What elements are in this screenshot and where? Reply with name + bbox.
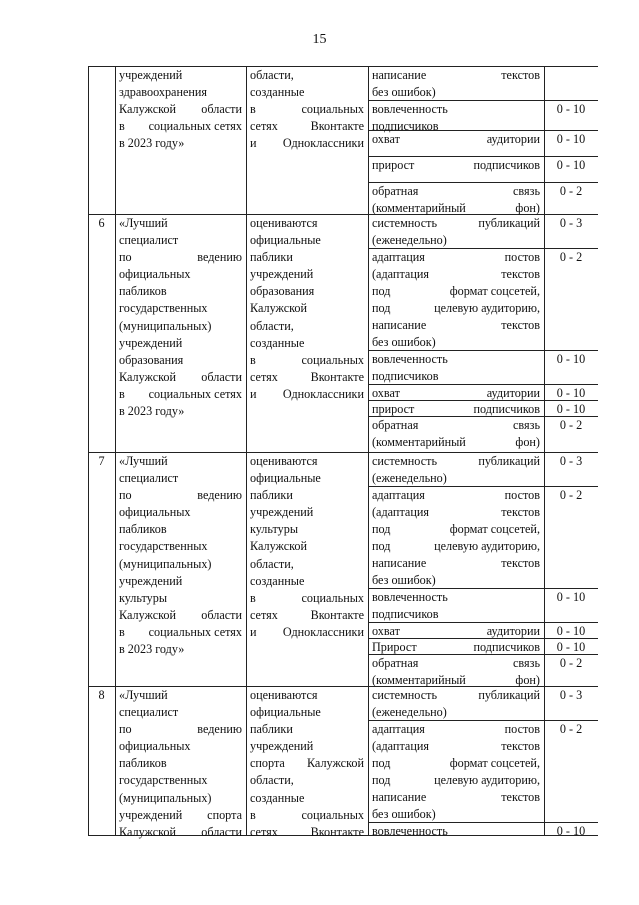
- text-line: оцениваются: [250, 688, 318, 702]
- text-line: учреждений: [119, 68, 183, 82]
- text-line: образования: [119, 352, 184, 367]
- text-word: текстов: [501, 556, 540, 571]
- text-word: целевую аудиторию,: [434, 539, 540, 554]
- text-line: культуры: [119, 590, 168, 605]
- criterion-text: [372, 687, 540, 721]
- text-word: прирост: [372, 158, 415, 172]
- text-line: специалист: [119, 705, 179, 720]
- text-line: [372, 789, 540, 806]
- text-line: Калужской: [250, 301, 308, 316]
- text-word: текстов: [501, 790, 540, 805]
- text-word: постов: [504, 250, 540, 264]
- text-line: [250, 118, 364, 135]
- criterion-score: 0 - 2: [559, 722, 583, 736]
- text-word: (адаптация: [372, 505, 429, 520]
- text-line: без ошибок): [372, 335, 436, 350]
- criterion-text: [372, 401, 540, 418]
- text-word: постов: [504, 488, 540, 502]
- text-word: под: [372, 301, 391, 316]
- text-line: созданные: [250, 790, 305, 805]
- text-line: специалист: [119, 233, 179, 248]
- text-word: под: [372, 522, 391, 537]
- criterion-score: 0 - 10: [556, 824, 586, 838]
- text-line: [250, 590, 364, 607]
- criterion-score: 0 - 2: [559, 250, 583, 264]
- text-word: в: [250, 590, 256, 605]
- criterion-score: 0 - 10: [556, 158, 586, 172]
- text-word: сетях: [250, 607, 278, 622]
- text-word: области: [201, 607, 242, 622]
- text-line: [119, 487, 242, 504]
- nomination-name: [119, 215, 242, 420]
- text-word: адаптация: [372, 722, 425, 736]
- text-line: [119, 807, 242, 824]
- text-word: текстов: [501, 318, 540, 333]
- text-word: социальных: [301, 102, 364, 117]
- text-word: под: [372, 773, 391, 788]
- text-line: [372, 417, 540, 434]
- text-line: в 2023 году»: [119, 136, 185, 151]
- criterion-text: [372, 249, 540, 352]
- text-line: [372, 721, 540, 738]
- nomination-name: [119, 453, 242, 658]
- text-word: охват: [372, 624, 400, 638]
- nomination-description: [250, 215, 364, 403]
- text-line: [372, 249, 540, 266]
- text-word: адаптация: [372, 488, 425, 502]
- text-line: учреждений: [250, 267, 314, 282]
- criterion-text: [372, 417, 540, 451]
- text-word: обратная: [372, 656, 419, 670]
- text-word: формат соцсетей,: [449, 756, 540, 771]
- criteria-table: [88, 66, 598, 839]
- row-number: 7: [98, 454, 105, 468]
- text-word: в: [119, 624, 125, 639]
- text-word: по: [119, 488, 132, 503]
- text-word: формат соцсетей,: [449, 522, 540, 537]
- criterion-text: [372, 131, 540, 148]
- text-word: текстов: [501, 505, 540, 520]
- text-word: (адаптация: [372, 267, 429, 282]
- text-line: [372, 453, 540, 470]
- text-word: текстов: [501, 68, 540, 82]
- text-word: адаптация: [372, 250, 425, 264]
- text-line: официальных: [119, 505, 191, 520]
- text-word: по: [119, 722, 132, 737]
- text-line: паблики: [250, 250, 293, 265]
- text-word: написание: [372, 68, 427, 82]
- text-word: социальных: [301, 352, 364, 367]
- text-line: (еженедельно): [372, 233, 447, 248]
- text-word: обратная: [372, 418, 419, 432]
- text-line: пабликов: [119, 756, 167, 771]
- nomination-description: [250, 67, 364, 152]
- text-line: здравоохранения: [119, 85, 208, 100]
- text-line: [372, 755, 540, 772]
- text-word: ведению: [197, 250, 242, 265]
- text-line: «Лучший: [119, 688, 168, 702]
- criterion-score: 0 - 3: [559, 688, 583, 702]
- text-line: области,: [250, 68, 294, 82]
- text-word: (комментарийный: [372, 435, 466, 450]
- text-line: в 2023 году»: [119, 404, 185, 419]
- text-word: Одноклассники: [282, 386, 364, 401]
- criterion-score: 0 - 2: [559, 488, 583, 502]
- text-word: написание: [372, 556, 427, 571]
- text-word: спорта: [250, 756, 285, 771]
- text-word: публикаций: [478, 216, 540, 230]
- text-word: формат соцсетей,: [449, 284, 540, 299]
- criterion-text: [372, 453, 540, 487]
- text-line: [250, 135, 364, 152]
- text-line: [250, 369, 364, 386]
- text-line: [119, 369, 242, 386]
- text-line: учреждений: [119, 335, 183, 350]
- text-word: по: [119, 250, 132, 265]
- criterion-score: 0 - 2: [559, 184, 583, 198]
- text-line: официальных: [119, 739, 191, 754]
- text-word: Вконтакте: [310, 119, 364, 134]
- nomination-name: [119, 687, 242, 841]
- criterion-text: [372, 67, 540, 101]
- text-line: [119, 386, 242, 403]
- text-line: [119, 101, 242, 118]
- text-word: подписчиков: [473, 640, 540, 654]
- text-word: (комментарийный: [372, 673, 466, 688]
- text-word: социальных сетях: [148, 624, 242, 639]
- criterion-score: 0 - 3: [559, 216, 583, 230]
- text-line: области,: [250, 556, 294, 571]
- text-word: написание: [372, 790, 427, 805]
- text-line: [372, 157, 540, 174]
- text-line: [372, 487, 540, 504]
- text-word: постов: [504, 722, 540, 736]
- text-line: [372, 215, 540, 232]
- criterion-score: 0 - 10: [556, 386, 586, 400]
- criterion-score: 0 - 10: [556, 132, 586, 146]
- text-line: без ошибок): [372, 573, 436, 588]
- text-line: государственных: [119, 539, 208, 554]
- text-word: социальных: [301, 590, 364, 605]
- text-word: ведению: [197, 488, 242, 503]
- text-word: публикаций: [478, 688, 540, 702]
- text-word: сетях: [250, 119, 278, 134]
- text-word: Вконтакте: [310, 824, 364, 839]
- text-line: вовлеченность: [372, 102, 448, 116]
- text-line: [250, 824, 364, 841]
- text-word: области: [201, 824, 242, 839]
- text-word: прирост: [372, 402, 415, 416]
- text-line: [372, 385, 540, 402]
- text-word: аудитории: [486, 386, 540, 400]
- text-line: [250, 386, 364, 403]
- text-word: связь: [513, 184, 540, 198]
- text-line: [372, 67, 540, 84]
- text-line: оцениваются: [250, 216, 318, 230]
- text-word: Калужской: [119, 824, 177, 839]
- text-line: специалист: [119, 471, 179, 486]
- text-word: Калужской: [119, 607, 177, 622]
- text-word: ведению: [197, 722, 242, 737]
- text-line: учреждений: [250, 739, 314, 754]
- text-word: аудитории: [486, 624, 540, 638]
- text-line: подписчиков: [372, 119, 439, 134]
- criterion-text: [372, 823, 540, 840]
- text-word: и: [250, 136, 257, 151]
- page-number: 15: [312, 32, 327, 47]
- text-word: публикаций: [478, 454, 540, 468]
- row-number: 8: [98, 688, 105, 702]
- text-word: (адаптация: [372, 739, 429, 754]
- text-word: аудитории: [486, 132, 540, 146]
- text-line: официальные: [250, 705, 321, 720]
- text-word: Вконтакте: [310, 369, 364, 384]
- text-word: связь: [513, 656, 540, 670]
- text-word: системность: [372, 688, 438, 702]
- criterion-text: [372, 623, 540, 640]
- text-word: Одноклассники: [282, 136, 364, 151]
- text-line: [119, 824, 242, 841]
- text-word: связь: [513, 418, 540, 432]
- text-line: [372, 738, 540, 755]
- text-word: текстов: [501, 267, 540, 282]
- text-line: пабликов: [119, 522, 167, 537]
- text-word: Одноклассники: [282, 624, 364, 639]
- text-word: целевую аудиторию,: [434, 301, 540, 316]
- text-line: государственных: [119, 301, 208, 316]
- text-word: текстов: [501, 739, 540, 754]
- text-line: (еженедельно): [372, 705, 447, 720]
- text-word: Прирост: [372, 640, 417, 654]
- text-line: [372, 538, 540, 555]
- text-line: [119, 118, 242, 135]
- text-line: подписчиков: [372, 607, 439, 622]
- text-word: Калужской: [119, 102, 177, 117]
- text-word: охват: [372, 386, 400, 400]
- text-line: [250, 101, 364, 118]
- nomination-description: [250, 453, 364, 641]
- text-line: образования: [250, 284, 315, 299]
- text-line: [372, 317, 540, 334]
- criterion-score: 0 - 10: [556, 590, 586, 604]
- text-word: сетях: [250, 824, 278, 839]
- criterion-text: [372, 183, 540, 217]
- text-line: [372, 623, 540, 640]
- text-line: вовлеченность: [372, 352, 448, 366]
- text-word: социальных: [301, 807, 364, 822]
- text-line: (муниципальных): [119, 318, 212, 333]
- text-word: и: [250, 386, 257, 401]
- text-word: и: [250, 624, 257, 639]
- text-word: спорта: [207, 807, 242, 822]
- text-line: [372, 131, 540, 148]
- nomination-description: [250, 687, 364, 841]
- text-line: [372, 504, 540, 521]
- text-word: подписчиков: [473, 158, 540, 172]
- text-word: обратная: [372, 184, 419, 198]
- text-word: Вконтакте: [310, 607, 364, 622]
- text-line: созданные: [250, 573, 305, 588]
- criterion-score: 0 - 2: [559, 656, 583, 670]
- criterion-score: 0 - 10: [556, 102, 586, 116]
- text-word: фон): [515, 673, 540, 688]
- row-number: 6: [98, 216, 105, 230]
- text-line: без ошибок): [372, 807, 436, 822]
- text-line: учреждений: [119, 573, 183, 588]
- criterion-text: [372, 655, 540, 689]
- text-line: [372, 266, 540, 283]
- text-line: пабликов: [119, 284, 167, 299]
- text-line: [250, 807, 364, 824]
- criterion-text: [372, 589, 540, 623]
- text-word: под: [372, 284, 391, 299]
- text-line: официальные: [250, 471, 321, 486]
- text-line: [119, 624, 242, 641]
- criterion-score: 0 - 3: [559, 454, 583, 468]
- text-word: под: [372, 756, 391, 771]
- text-line: [372, 300, 540, 317]
- text-line: [372, 687, 540, 704]
- text-word: социальных сетях: [148, 119, 242, 134]
- text-line: области,: [250, 773, 294, 788]
- criterion-score: 0 - 10: [556, 352, 586, 366]
- text-word: системность: [372, 454, 438, 468]
- criterion-text: [372, 351, 540, 385]
- criterion-text: [372, 215, 540, 249]
- criterion-text: [372, 721, 540, 824]
- text-word: в: [119, 119, 125, 134]
- text-line: [372, 521, 540, 538]
- text-line: [372, 283, 540, 300]
- text-word: в: [250, 807, 256, 822]
- criterion-text: [372, 385, 540, 402]
- text-word: фон): [515, 435, 540, 450]
- text-line: созданные: [250, 335, 305, 350]
- criterion-score: 0 - 10: [556, 640, 586, 654]
- text-line: Калужской: [250, 539, 308, 554]
- text-word: социальных сетях: [148, 386, 242, 401]
- text-word: охват: [372, 132, 400, 146]
- text-line: [250, 755, 364, 772]
- text-line: [372, 555, 540, 572]
- text-line: [119, 721, 242, 738]
- text-word: целевую аудиторию,: [434, 773, 540, 788]
- text-line: [250, 607, 364, 624]
- text-line: области,: [250, 318, 294, 333]
- criterion-score: 0 - 2: [559, 418, 583, 432]
- text-line: [372, 772, 540, 789]
- criterion-score: 0 - 10: [556, 402, 586, 416]
- nomination-name: [119, 67, 242, 152]
- text-line: «Лучший: [119, 454, 168, 468]
- text-word: написание: [372, 318, 427, 333]
- text-line: [119, 607, 242, 624]
- text-word: в: [250, 102, 256, 117]
- text-word: в: [119, 386, 125, 401]
- text-line: вовлеченность: [372, 824, 448, 838]
- text-line: в 2023 году»: [119, 642, 185, 657]
- text-line: [372, 401, 540, 418]
- text-line: (еженедельно): [372, 471, 447, 486]
- text-line: официальных: [119, 267, 191, 282]
- text-line: официальные: [250, 233, 321, 248]
- text-line: [119, 249, 242, 266]
- text-word: под: [372, 539, 391, 554]
- text-line: «Лучший: [119, 216, 168, 230]
- text-word: Калужской: [306, 756, 364, 771]
- text-word: фон): [515, 201, 540, 216]
- text-line: [250, 352, 364, 369]
- criterion-text: [372, 487, 540, 590]
- criterion-score: 0 - 10: [556, 624, 586, 638]
- text-word: области: [201, 102, 242, 117]
- criterion-text: [372, 639, 540, 656]
- text-line: оцениваются: [250, 454, 318, 468]
- text-line: [372, 655, 540, 672]
- text-line: [250, 624, 364, 641]
- text-line: [372, 639, 540, 656]
- text-line: паблики: [250, 488, 293, 503]
- text-line: созданные: [250, 85, 305, 100]
- text-line: подписчиков: [372, 369, 439, 384]
- text-word: (комментарийный: [372, 201, 466, 216]
- text-line: паблики: [250, 722, 293, 737]
- text-word: области: [201, 369, 242, 384]
- text-word: в: [250, 352, 256, 367]
- text-word: системность: [372, 216, 438, 230]
- text-line: учреждений: [250, 505, 314, 520]
- criterion-text: [372, 157, 540, 174]
- text-line: [372, 183, 540, 200]
- text-line: государственных: [119, 773, 208, 788]
- text-line: культуры: [250, 522, 299, 537]
- text-line: (муниципальных): [119, 556, 212, 571]
- text-line: (муниципальных): [119, 790, 212, 805]
- text-word: подписчиков: [473, 402, 540, 416]
- text-word: учреждений: [119, 807, 183, 822]
- text-word: Калужской: [119, 369, 177, 384]
- text-word: сетях: [250, 369, 278, 384]
- text-line: [372, 434, 540, 451]
- text-line: вовлеченность: [372, 590, 448, 604]
- text-line: без ошибок): [372, 85, 436, 100]
